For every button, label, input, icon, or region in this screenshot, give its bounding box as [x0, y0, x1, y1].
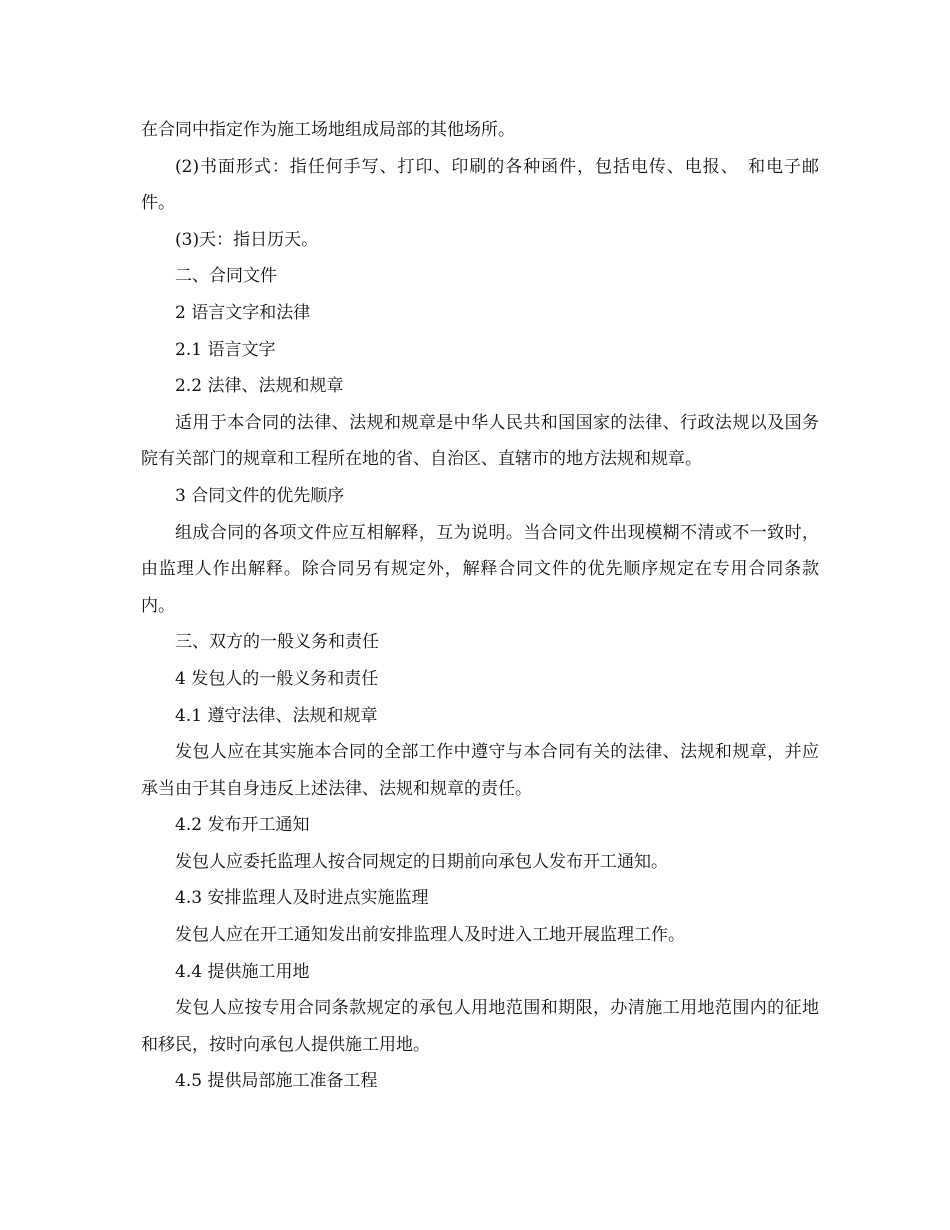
paragraph: 4.4 提供施工用地 — [175, 961, 310, 982]
paragraph: 4 发包人的一般义务和责任 — [175, 668, 379, 689]
paragraph: 发包人应委托监理人按合同规定的日期前向承包人发布开工通知。 — [175, 851, 668, 872]
paragraph: 在合同中指定作为施工场地组成局部的其他场所。 — [141, 120, 515, 140]
paragraph: 4.1 遵守法律、法规和规章 — [175, 705, 378, 726]
paragraph: 4.2 发布开工通知 — [175, 815, 310, 836]
paragraph: 三、双方的一般义务和责任 — [175, 632, 379, 653]
paragraph: 发包人应按专用合同条款规定的承包人用地范围和期限，办清施工用地范围内的征地和移民，按时向承包人提供施工用地。 — [141, 998, 819, 1055]
paragraph: 二、合同文件 — [175, 266, 277, 287]
paragraph: (3)天：指日历天。 — [175, 229, 319, 250]
paragraph: 发包人应在开工通知发出前安排监理人及时进入工地开展监理工作。 — [175, 925, 685, 946]
paragraph: 4.5 提供局部施工准备工程 — [175, 1071, 378, 1092]
paragraph: 3 合同文件的优先顺序 — [175, 485, 345, 506]
paragraph: 组成合同的各项文件应互相解释，互为说明。当合同文件出现模糊不清或不一致时，由监理人作出解释。除合同另有规定外，解释合同文件的优先顺序规定在专用合同条款内。 — [141, 522, 819, 616]
paragraph: 发包人应在其实施本合同的全部工作中遵守与本合同有关的法律、法规和规章，并应承当由于其自身违反上述法律、法规和规章的责任。 — [141, 742, 819, 799]
document-body — [141, 112, 819, 1100]
paragraph: 2 语言文字和法律 — [175, 302, 311, 323]
paragraph: (2)书面形式：指任何手写、打印、印刷的各种函件，包括电传、电报、 和电子邮件。 — [141, 156, 819, 214]
paragraph: 4.3 安排监理人及时进点实施监理 — [175, 888, 429, 909]
paragraph: 2.2 法律、法规和规章 — [175, 376, 344, 397]
paragraph: 2.1 语言文字 — [175, 339, 276, 360]
paragraph: 适用于本合同的法律、法规和规章是中华人民共和国国家的法律、行政法规以及国务院有关部门的规章和工程所在地的省、自治区、直辖市的地方法规和规章。 — [141, 412, 819, 470]
